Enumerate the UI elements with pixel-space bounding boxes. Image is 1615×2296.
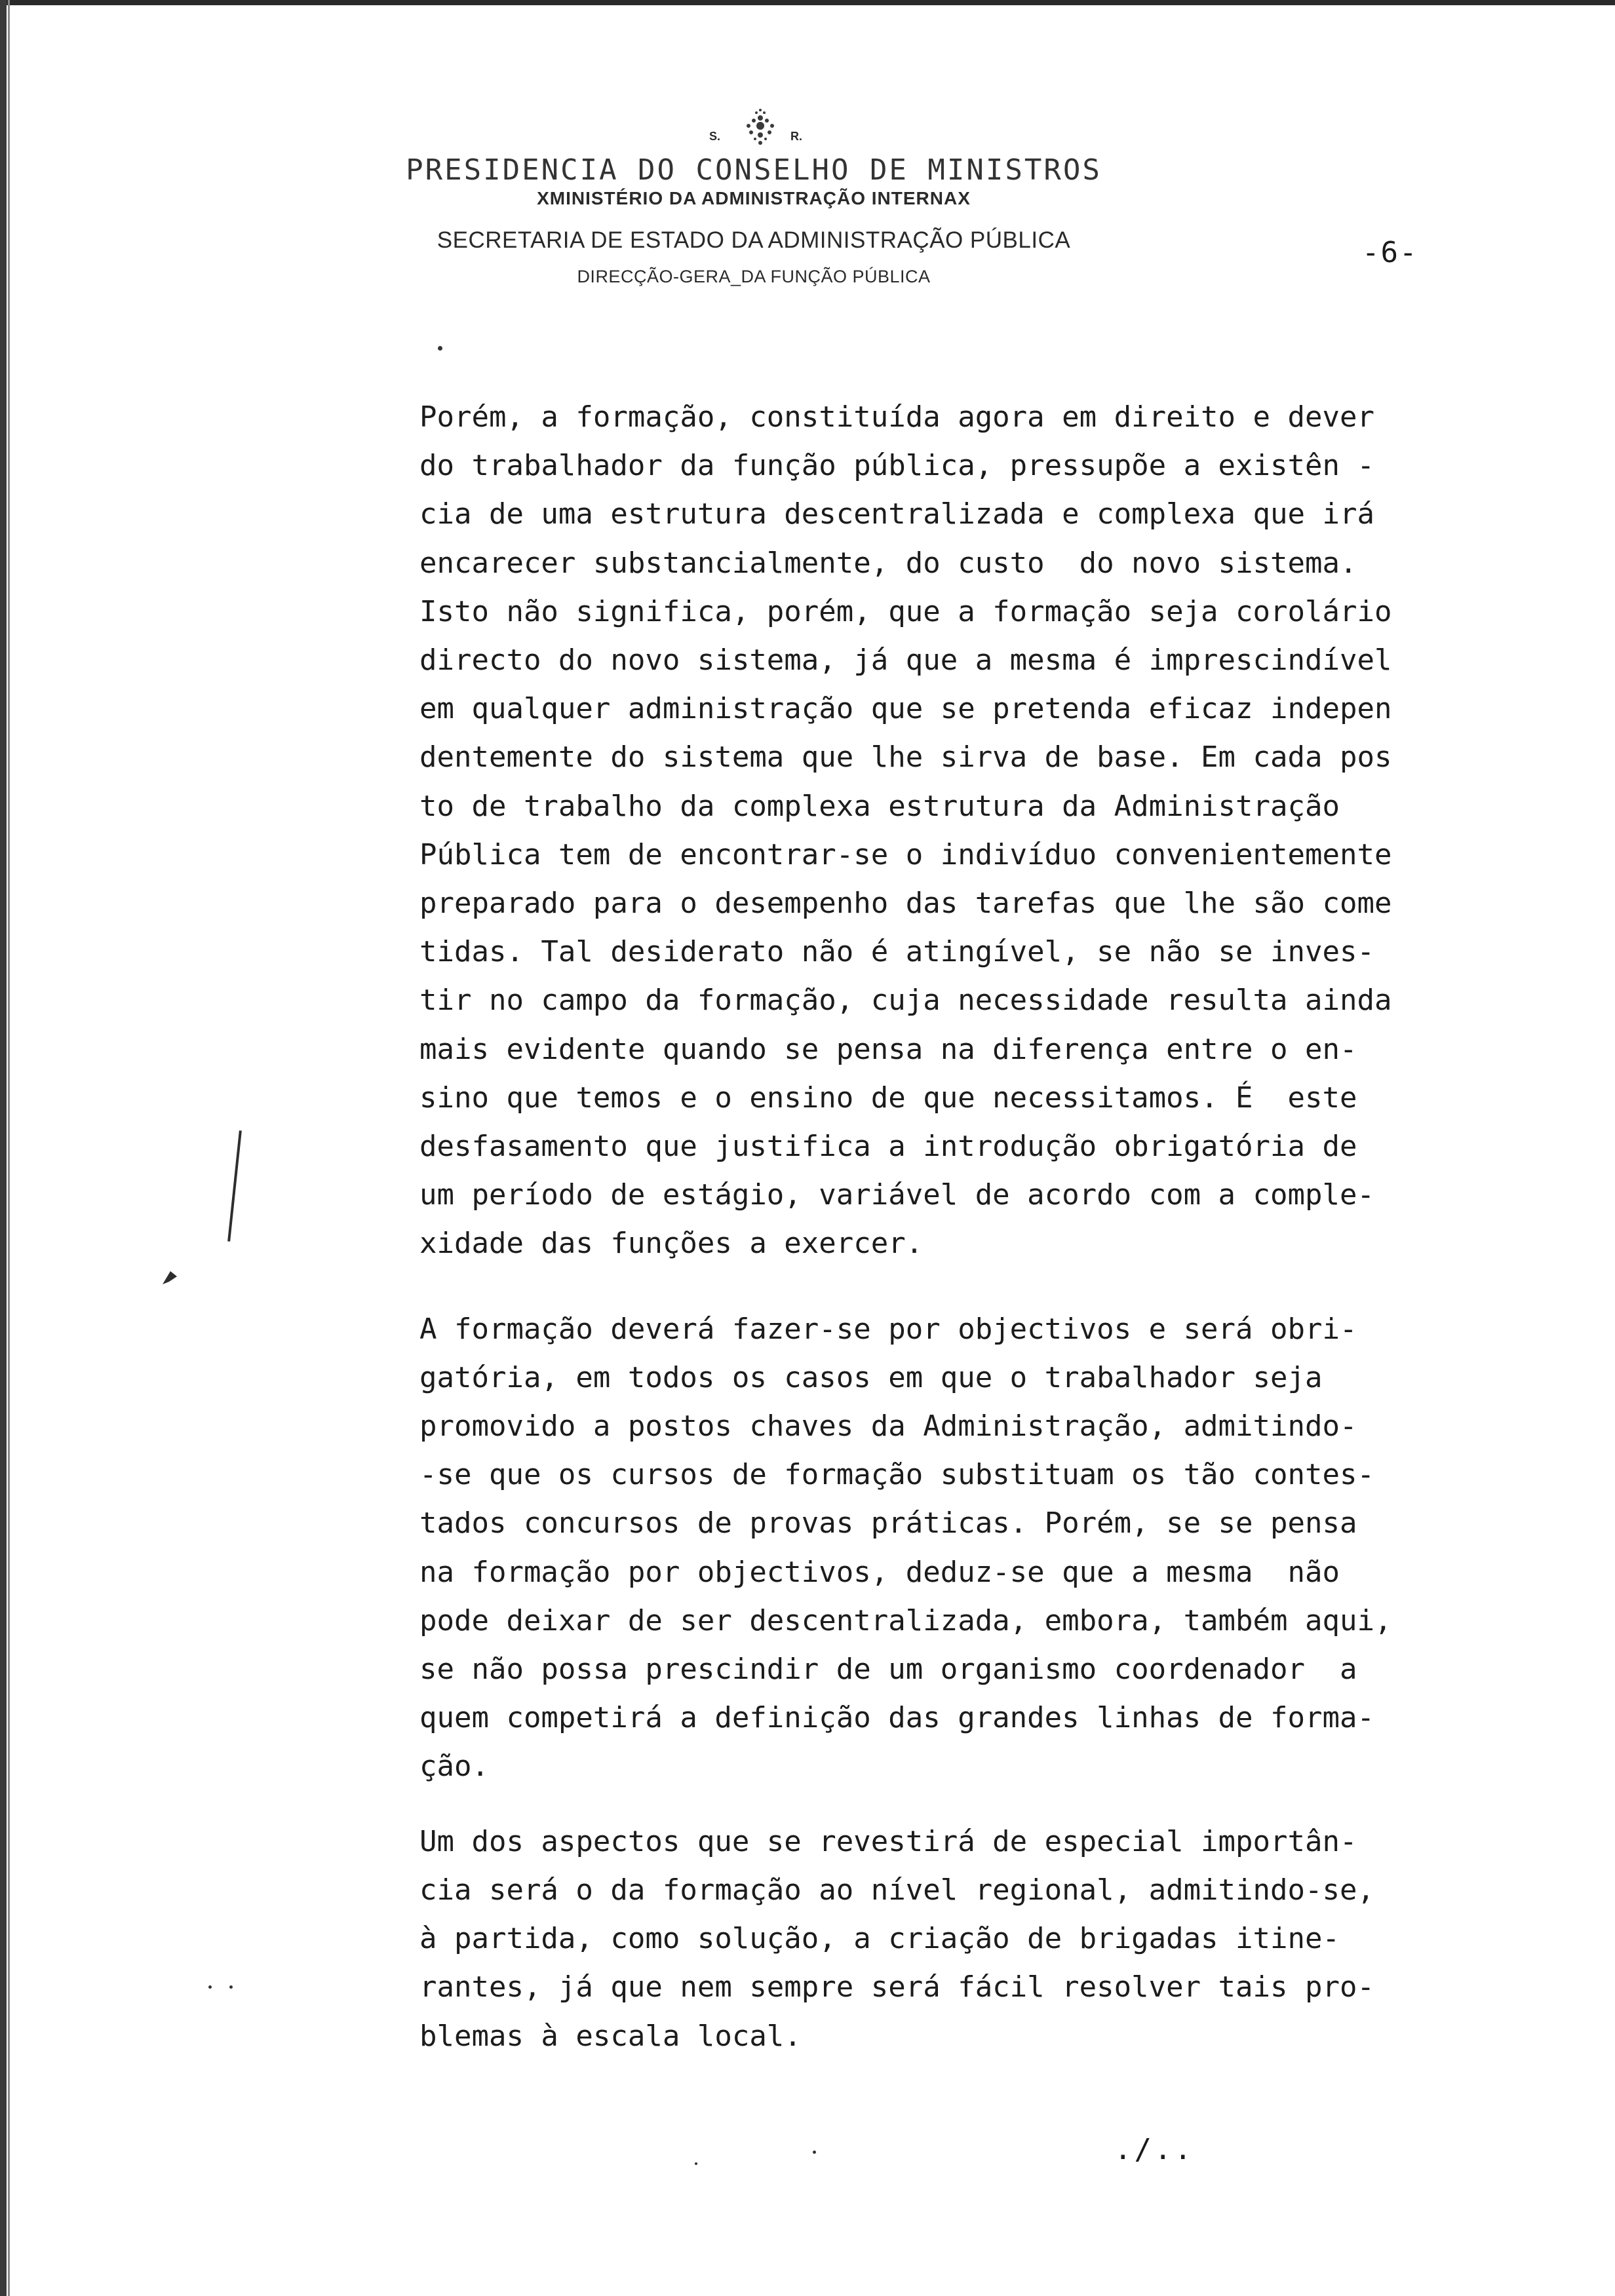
page-left-border-inner (8, 0, 10, 2296)
header-secretariat: SECRETARIA DE ESTADO DA ADMINISTRAÇÃO PÚBLICA (437, 227, 1071, 253)
text-line: A formação deverá fazer-se por objectivos e será obri- (419, 1312, 1357, 1346)
paragraph (419, 1818, 1534, 2061)
text-line: promovido a postos chaves da Administração, admitindo- (419, 1409, 1357, 1444)
text-line: tir no campo da formação, cuja necessidade resulta ainda (419, 984, 1392, 1018)
coat-of-arms-seal (708, 105, 800, 151)
scan-speck (438, 346, 442, 351)
text-line: um período de estágio, variável de acordo com a comple- (419, 1178, 1374, 1212)
header-presidency: PRESIDENCIA DO CONSELHO DE MINISTROS (406, 153, 1102, 187)
text-line: Isto não significa, porém, que a formação seja corolário (419, 594, 1392, 628)
document-body (419, 393, 1534, 2061)
text-line: gatória, em todos os casos em que o trabalhador seja (419, 1360, 1323, 1394)
text-line: Um dos aspectos que se revestirá de especial importân- (419, 1824, 1357, 1858)
header-ministry-struck: XMINISTÉRIO DA ADMINISTRAÇÃO INTERNAX (537, 188, 971, 208)
continuation-mark: ./.. (1114, 2133, 1194, 2166)
text-line: desfasamento que justifica a introdução obrigatória de (419, 1130, 1357, 1164)
text-line: mais evidente quando se pensa na diferença entre o en- (419, 1032, 1357, 1066)
header-directorate: DIRECÇÃO-GERA_DA FUNÇÃO PÚBLICA (577, 267, 931, 286)
text-line: Pública tem de encontrar-se o indivíduo convenientemente (419, 837, 1392, 871)
text-line: do trabalhador da função pública, pressupõe a existên - (419, 449, 1374, 483)
margin-ink-blot (157, 1265, 184, 1291)
text-line: blemas à escala local. (419, 2019, 802, 2053)
text-line: tidas. Tal desiderato não é atingível, se não se inves- (419, 935, 1374, 969)
text-line: cia será o da formação ao nível regional, admitindo-se, (419, 1873, 1374, 1907)
paragraph (419, 1305, 1534, 1791)
letterhead (367, 105, 1140, 287)
scan-speck (695, 2162, 697, 2165)
page-number: -6- (1362, 236, 1418, 269)
text-line: sino que temos e o ensino de que necessitamos. É este (419, 1081, 1357, 1115)
text-line: se não possa prescindir de um organismo coordenador a (419, 1653, 1357, 1687)
text-line: encarecer substancialmente, do custo do novo sistema. (419, 546, 1357, 580)
text-line: ção. (419, 1750, 489, 1784)
scan-speck (229, 1985, 233, 1989)
page-left-border (0, 0, 7, 2296)
text-line: xidade das funções a exercer. (419, 1227, 924, 1261)
text-line: pode deixar de ser descentralizada, embora, também aqui, (419, 1603, 1392, 1637)
text-line: dentemente do sistema que lhe sirva de base. Em cada pos (419, 740, 1392, 775)
paragraph (419, 393, 1534, 1269)
seal-letter-left: S. (709, 130, 721, 143)
text-line: -se que os cursos de formação substituam os tão contes- (419, 1458, 1374, 1492)
text-line: tados concursos de provas práticas. Porém, se se pensa (419, 1506, 1357, 1540)
text-line: to de trabalho da complexa estrutura da Administração (419, 789, 1340, 823)
text-line: preparado para o desempenho das tarefas que lhe são come (419, 887, 1392, 921)
text-line: cia de uma estrutura descentralizada e complexa que irá (419, 497, 1374, 531)
text-line: na formação por objectivos, deduz-se que a mesma não (419, 1555, 1340, 1589)
text-line: rantes, já que nem sempre será fácil resolver tais pro- (419, 1970, 1374, 2004)
text-line: directo do novo sistema, já que a mesma é imprescindível (419, 643, 1392, 678)
scan-speck (208, 1985, 212, 1989)
scan-speck (813, 2151, 816, 2154)
text-line: à partida, como solução, a criação de brigadas itine- (419, 1922, 1340, 1956)
text-line: em qualquer administração que se pretenda eficaz indepen (419, 692, 1392, 726)
text-line: quem competirá a definição das grandes linhas de forma- (419, 1701, 1374, 1735)
seal-letter-right: R. (790, 130, 802, 143)
margin-pen-stroke (227, 1130, 242, 1241)
page-top-border (0, 0, 1615, 5)
text-line: Porém, a formação, constituída agora em direito e dever (419, 400, 1374, 434)
